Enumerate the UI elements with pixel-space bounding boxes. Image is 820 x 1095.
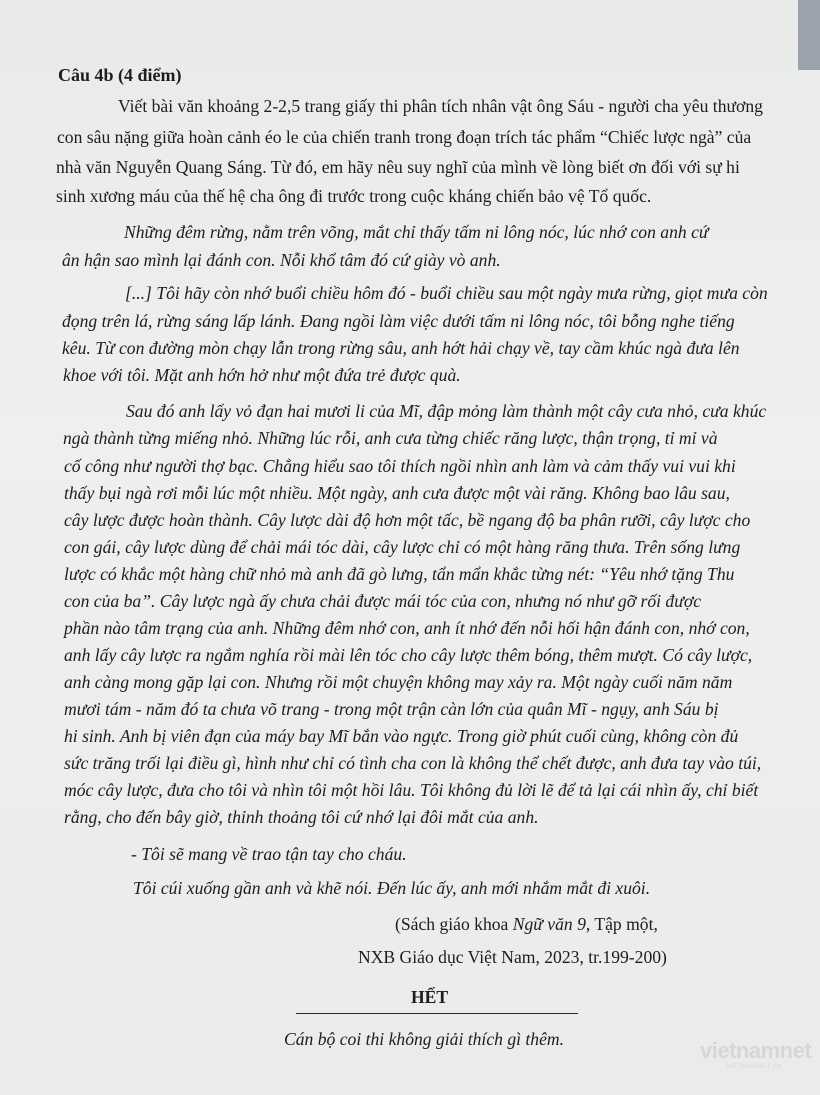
excerpt-line: Tôi cúi xuống gần anh và khẽ nói. Đến lúc ấy, anh mới nhắm mắt đi xuôi. xyxy=(133,878,651,898)
excerpt-line: sức trăng trối lại điều gì, hình như chỉ có tình cha con là không thể chết được, anh đưa tay vào túi, xyxy=(64,753,762,773)
prompt-line: Viết bài văn khoảng 2-2,5 trang giấy thi phân tích nhân vật ông Sáu - người cha yêu thương xyxy=(118,96,763,116)
watermark-url: VIETNAMNET.VN xyxy=(726,1063,782,1070)
excerpt-line: cây lược được hoàn thành. Cây lược dài độ hơn một tấc, bề ngang độ ba phân rưỡi, cây lược cho xyxy=(64,510,751,530)
page-corner xyxy=(798,0,820,70)
prompt-line: nhà văn Nguyễn Quang Sáng. Từ đó, em hãy nêu suy nghĩ của mình về lòng biết ơn đối với sự hi xyxy=(56,157,740,177)
excerpt-line: Sau đó anh lấy vỏ đạn hai mươi li của Mĩ, đập mỏng làm thành một cây cưa nhỏ, cưa khúc xyxy=(126,401,767,421)
excerpt-line: hi sinh. Anh bị viên đạn của máy bay Mĩ bắn vào ngực. Trong giờ phút cuối cùng, không còn đủ xyxy=(64,726,739,746)
source-open: (Sách giáo khoa xyxy=(395,914,513,934)
source-after-title: , Tập một, xyxy=(585,914,658,934)
excerpt-line: ân hận sao mình lại đánh con. Nỗi khổ tâm đó cứ giày vò anh. xyxy=(62,250,501,270)
watermark-logo: vietnamnet xyxy=(700,1038,812,1063)
excerpt-line: con của ba”. Cây lược ngà ấy chưa chải được mái tóc của con, nhưng nó như gỡ rối được xyxy=(64,591,702,611)
excerpt-line: con gái, cây lược dùng để chải mái tóc dài, cây lược chỉ có một hàng răng thưa. Trên sống lưng xyxy=(64,537,741,557)
excerpt-line: đọng trên lá, rừng sáng lấp lánh. Đang ngồi làm việc dưới tấm ni lông nóc, tôi bỗng nghe tiếng xyxy=(62,311,735,331)
vietnamnet-watermark xyxy=(700,1040,811,1070)
excerpt-line: lược có khắc một hàng chữ nhỏ mà anh đã gò lưng, tẩn mẩn khắc từng nét: “Yêu nhớ tặng Thu xyxy=(64,564,735,584)
excerpt-line: Những đêm rừng, nằm trên võng, mắt chỉ thấy tấm ni lông nóc, lúc nhớ con anh cứ xyxy=(124,222,709,242)
end-mark: HẾT xyxy=(411,987,449,1007)
excerpt-line: rằng, cho đến bây giờ, thỉnh thoảng tôi cứ nhớ lại đôi mắt của anh. xyxy=(64,807,539,827)
excerpt-line: [...] Tôi hãy còn nhớ buổi chiều hôm đó - buổi chiều sau một ngày mưa rừng, giọt mưa còn xyxy=(125,283,768,303)
excerpt-line: khoe với tôi. Mặt anh hớn hở như một đứa trẻ được quà. xyxy=(63,365,461,385)
footer-note: Cán bộ coi thi không giải thích gì thêm. xyxy=(284,1029,565,1049)
source-book-title: Ngữ văn 9 xyxy=(512,914,586,934)
excerpt-line: kêu. Từ con đường mòn chạy lẫn trong rừng sâu, anh hớt hải chạy về, tay cầm khúc ngà đưa lên xyxy=(62,338,740,358)
excerpt-line: anh lấy cây lược ra ngắm nghía rồi mài lên tóc cho cây lược thêm bóng, thêm mượt. Có cây lược, xyxy=(64,645,753,665)
divider xyxy=(296,1013,578,1014)
excerpt-line: thấy bụi ngà rơi mỗi lúc một nhiều. Một ngày, anh cưa được một vài răng. Không bao lâu sau, xyxy=(64,483,730,503)
excerpt-line: ngà thành từng miếng nhỏ. Những lúc rỗi, anh cưa từng chiếc răng lược, thận trọng, tỉ mỉ và xyxy=(63,428,718,448)
question-heading: Câu 4b (4 điểm) xyxy=(58,65,182,85)
excerpt-line: móc cây lược, đưa cho tôi và nhìn tôi một hồi lâu. Tôi không đủ lời lẽ để tả lại cái nhìn ấy, chỉ biết xyxy=(64,780,759,800)
prompt-line: sinh xương máu của thế hệ cha ông đi trước trong cuộc kháng chiến bảo vệ Tổ quốc. xyxy=(56,186,652,206)
source-citation-line-2: NXB Giáo dục Việt Nam, 2023, tr.199-200) xyxy=(358,947,667,967)
excerpt-line: cố công như người thợ bạc. Chẳng hiểu sao tôi thích ngồi nhìn anh làm và cảm thấy vui vui khi xyxy=(64,456,736,476)
excerpt-line: - Tôi sẽ mang về trao tận tay cho cháu. xyxy=(131,844,407,864)
source-citation-line-1 xyxy=(395,916,658,934)
excerpt-line: mươi tám - năm đó ta chưa võ trang - trong một trận càn lớn của quân Mĩ - ngụy, anh Sáu bị xyxy=(64,699,719,719)
excerpt-line: phần nào tâm trạng của anh. Những đêm nhớ con, anh ít nhớ đến nỗi hối hận đánh con, nhớ con, xyxy=(64,618,750,638)
excerpt-line: anh càng mong gặp lại con. Nhưng rồi một chuyện không may xảy ra. Một ngày cuối năm năm xyxy=(64,672,733,692)
prompt-line: con sâu nặng giữa hoàn cảnh éo le của chiến tranh trong đoạn trích tác phẩm “Chiếc lược ngà” của xyxy=(57,127,752,147)
